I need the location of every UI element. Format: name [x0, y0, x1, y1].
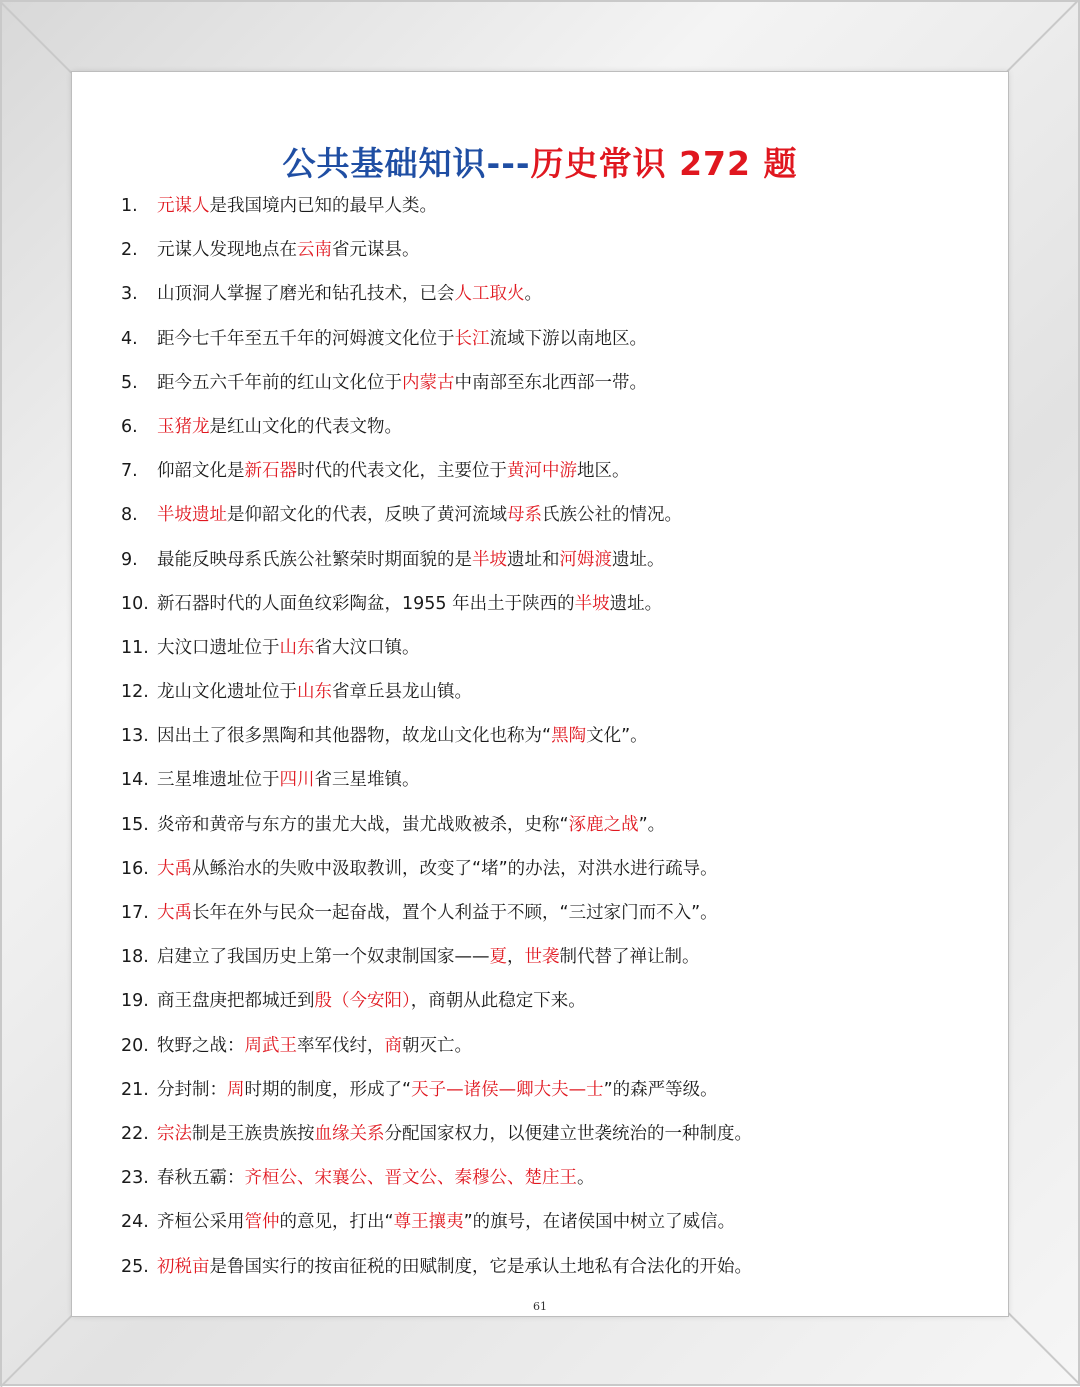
item-text: 制代替了禅让制。 [559, 947, 700, 968]
item-text: 地区。 [577, 461, 630, 482]
item-text: ，商朝从此稳定下来。 [410, 991, 586, 1012]
frame-bevel-bottom-left [0, 1314, 74, 1387]
list-item [121, 635, 981, 679]
item-text: 从鲧治水的失败中汲取教训，改变了“堵”的办法，对洪水进行疏导。 [192, 858, 718, 879]
item-text: 齐桓公采用 [157, 1212, 245, 1233]
highlight-text: 宗法 [157, 1123, 192, 1144]
highlight-text: 河姆渡 [559, 549, 612, 570]
item-text: 大汶口遗址位于 [157, 637, 280, 658]
list-item [121, 281, 981, 325]
highlight-text: 天子—诸侯—卿大夫—士 [411, 1079, 604, 1100]
question-list [121, 193, 981, 1298]
item-number: 2. [121, 240, 138, 261]
highlight-text: 云南 [297, 240, 332, 261]
item-text: 因出土了很多黑陶和其他器物，故龙山文化也称为“ [157, 726, 552, 747]
highlight-text: 新石器 [244, 461, 297, 482]
item-text: 是红山文化的代表文物。 [209, 416, 402, 437]
highlight-text: 大禹 [157, 858, 192, 879]
highlight-text: 母系 [507, 505, 542, 526]
list-item [121, 1121, 981, 1165]
list-item [121, 193, 981, 237]
item-text: 是仰韶文化的代表，反映了黄河流域 [227, 505, 507, 526]
highlight-text: 黑陶 [551, 726, 587, 747]
highlight-text: 半坡 [574, 593, 610, 614]
list-item [121, 1077, 981, 1121]
item-number: 6. [121, 416, 138, 437]
highlight-text: 内蒙古 [402, 372, 455, 393]
item-number: 14. [121, 770, 149, 791]
highlight-text: 血缘关系 [314, 1123, 385, 1144]
item-text: 氏族公社的情况。 [542, 505, 682, 526]
frame-bevel-bottom-right [1008, 1312, 1080, 1386]
item-text: 距今七千年至五千年的河姆渡文化位于 [157, 328, 455, 349]
list-item [121, 856, 981, 900]
item-number: 8. [121, 505, 138, 526]
list-item [121, 502, 981, 546]
item-text: 是鲁国实行的按亩征税的田赋制度，它是承认土地私有合法化的开始。 [209, 1256, 752, 1277]
item-text: 时代的代表文化，主要位于 [297, 461, 507, 482]
item-number: 10. [121, 593, 149, 614]
list-item [121, 1033, 981, 1077]
page-title [72, 138, 1008, 185]
item-number: 20. [121, 1035, 149, 1056]
item-text: 流域下游以南地区。 [489, 328, 647, 349]
highlight-text: 尊王攘夷 [393, 1212, 464, 1233]
item-text: 启建立了我国历史上第一个奴隶制国家—— [157, 947, 490, 968]
item-text: 中南部至东北西部一带。 [454, 372, 647, 393]
item-number: 24. [121, 1212, 149, 1233]
highlight-text: 商 [384, 1035, 402, 1056]
item-text: 最能反映母系氏族公社繁荣时期面貌的是 [157, 549, 472, 570]
list-item [121, 1165, 981, 1209]
list-item [121, 370, 981, 414]
frame-bevel-top-right [1006, 0, 1080, 72]
item-text: 仰韶文化是 [157, 461, 245, 482]
item-text: 牧野之战： [157, 1035, 245, 1056]
highlight-text: 夏 [489, 947, 507, 968]
highlight-text: 涿鹿之战 [568, 814, 639, 835]
highlight-text: 元谋人 [157, 196, 210, 216]
item-text: ”的森严等级。 [603, 1079, 718, 1100]
item-text: 的意见，打出“ [279, 1212, 394, 1233]
list-item [121, 1209, 981, 1253]
item-text: 分配国家权力，以便建立世袭统治的一种制度。 [384, 1123, 752, 1144]
document-page [72, 72, 1008, 1316]
highlight-text: 大禹 [157, 903, 192, 923]
list-item [121, 1254, 981, 1298]
item-number: 25. [121, 1256, 149, 1277]
list-item [121, 812, 981, 856]
item-text: 省三星堆镇。 [314, 770, 420, 791]
list-item [121, 458, 981, 502]
list-item [121, 414, 981, 458]
highlight-text: 黄河中游 [507, 461, 577, 482]
highlight-text: 山东 [297, 682, 332, 703]
item-text: 距今五六千年前的红山文化位于 [157, 372, 402, 393]
item-text: 元谋人发现地点在 [157, 240, 297, 261]
item-text: 炎帝和黄帝与东方的蚩尤大战，蚩尤战败被杀，史称“ [157, 814, 569, 835]
item-text: 商王盘庚把都城迁到 [157, 991, 315, 1012]
item-text: ， [507, 947, 525, 968]
item-text: 遗址。 [612, 549, 665, 570]
item-number: 17. [121, 903, 149, 923]
page-number: 61 [533, 1300, 547, 1313]
item-number: 15. [121, 814, 149, 835]
list-item [121, 237, 981, 281]
item-number: 19. [121, 991, 149, 1012]
item-number: 18. [121, 947, 149, 968]
highlight-text: 人工取火 [454, 284, 525, 305]
item-number: 21. [121, 1079, 149, 1100]
highlight-text: 半坡 [472, 549, 507, 570]
list-item [121, 679, 981, 723]
item-text: 。 [524, 284, 542, 305]
title-part-blue: 公共基础知识--- [282, 144, 531, 183]
highlight-text: 四川 [279, 770, 315, 791]
item-number: 16. [121, 858, 149, 879]
highlight-text: 半坡遗址 [157, 505, 227, 526]
item-text: 遗址。 [609, 593, 663, 614]
highlight-text: 周武王 [244, 1035, 297, 1056]
item-number: 4. [121, 328, 138, 349]
highlight-text: 山东 [279, 637, 315, 658]
item-number: 12. [121, 682, 149, 703]
item-text: 省大汶口镇。 [314, 637, 420, 658]
item-text: 省章丘县龙山镇。 [332, 682, 472, 703]
item-number: 23. [121, 1168, 149, 1189]
list-item [121, 988, 981, 1032]
list-item [121, 591, 981, 635]
item-text: ”的旗号，在诸侯国中树立了威信。 [463, 1212, 736, 1233]
item-text: 山顶洞人掌握了磨光和钻孔技术，已会 [157, 284, 455, 305]
list-item [121, 944, 981, 988]
item-text: 文化”。 [586, 726, 648, 747]
item-text: 分封制： [157, 1079, 227, 1100]
item-number: 9. [121, 549, 138, 570]
item-text: 长年在外与民众一起奋战，置个人利益于不顾，“三过家门而不入”。 [192, 903, 718, 923]
highlight-text: 初税亩 [157, 1256, 210, 1277]
item-text: 省元谋县。 [332, 240, 420, 261]
highlight-text: 玉猪龙 [157, 416, 210, 437]
item-number: 5. [121, 372, 138, 393]
item-number: 7. [121, 461, 138, 482]
list-item [121, 326, 981, 370]
item-number: 22. [121, 1123, 149, 1144]
item-text: 龙山文化遗址位于 [157, 682, 297, 703]
item-text: 率军伐纣， [297, 1035, 385, 1056]
highlight-text: 管仲 [244, 1212, 280, 1233]
list-item [121, 547, 981, 591]
item-text: 朝灭亡。 [402, 1035, 472, 1056]
highlight-text: 长江 [454, 328, 490, 349]
title-part-red: 历史常识 272 题 [530, 144, 798, 183]
item-text: 遗址和 [507, 549, 560, 570]
frame-bevel-top-left [0, 0, 72, 74]
list-item [121, 767, 981, 811]
list-item [121, 900, 981, 944]
highlight-text: 世袭 [524, 947, 560, 968]
highlight-text: 殷（今安阳） [314, 991, 411, 1012]
item-text: 。 [577, 1168, 595, 1189]
highlight-text: 周 [227, 1079, 245, 1100]
item-number: 3. [121, 284, 138, 305]
item-text: ”。 [638, 814, 666, 835]
item-number: 13. [121, 726, 149, 747]
item-number: 11. [121, 637, 149, 658]
item-text: 时期的制度，形成了“ [244, 1079, 412, 1100]
item-text: 春秋五霸： [157, 1168, 245, 1189]
item-text: 是我国境内已知的最早人类。 [209, 196, 437, 216]
item-text: 新石器时代的人面鱼纹彩陶盆，1955 年出土于陕西的 [157, 593, 575, 614]
item-number: 1. [121, 196, 138, 216]
list-item [121, 723, 981, 767]
item-text: 三星堆遗址位于 [157, 770, 280, 791]
highlight-text: 齐桓公、宋襄公、晋文公、秦穆公、楚庄王 [244, 1168, 577, 1189]
item-text: 制是王族贵族按 [192, 1123, 315, 1144]
